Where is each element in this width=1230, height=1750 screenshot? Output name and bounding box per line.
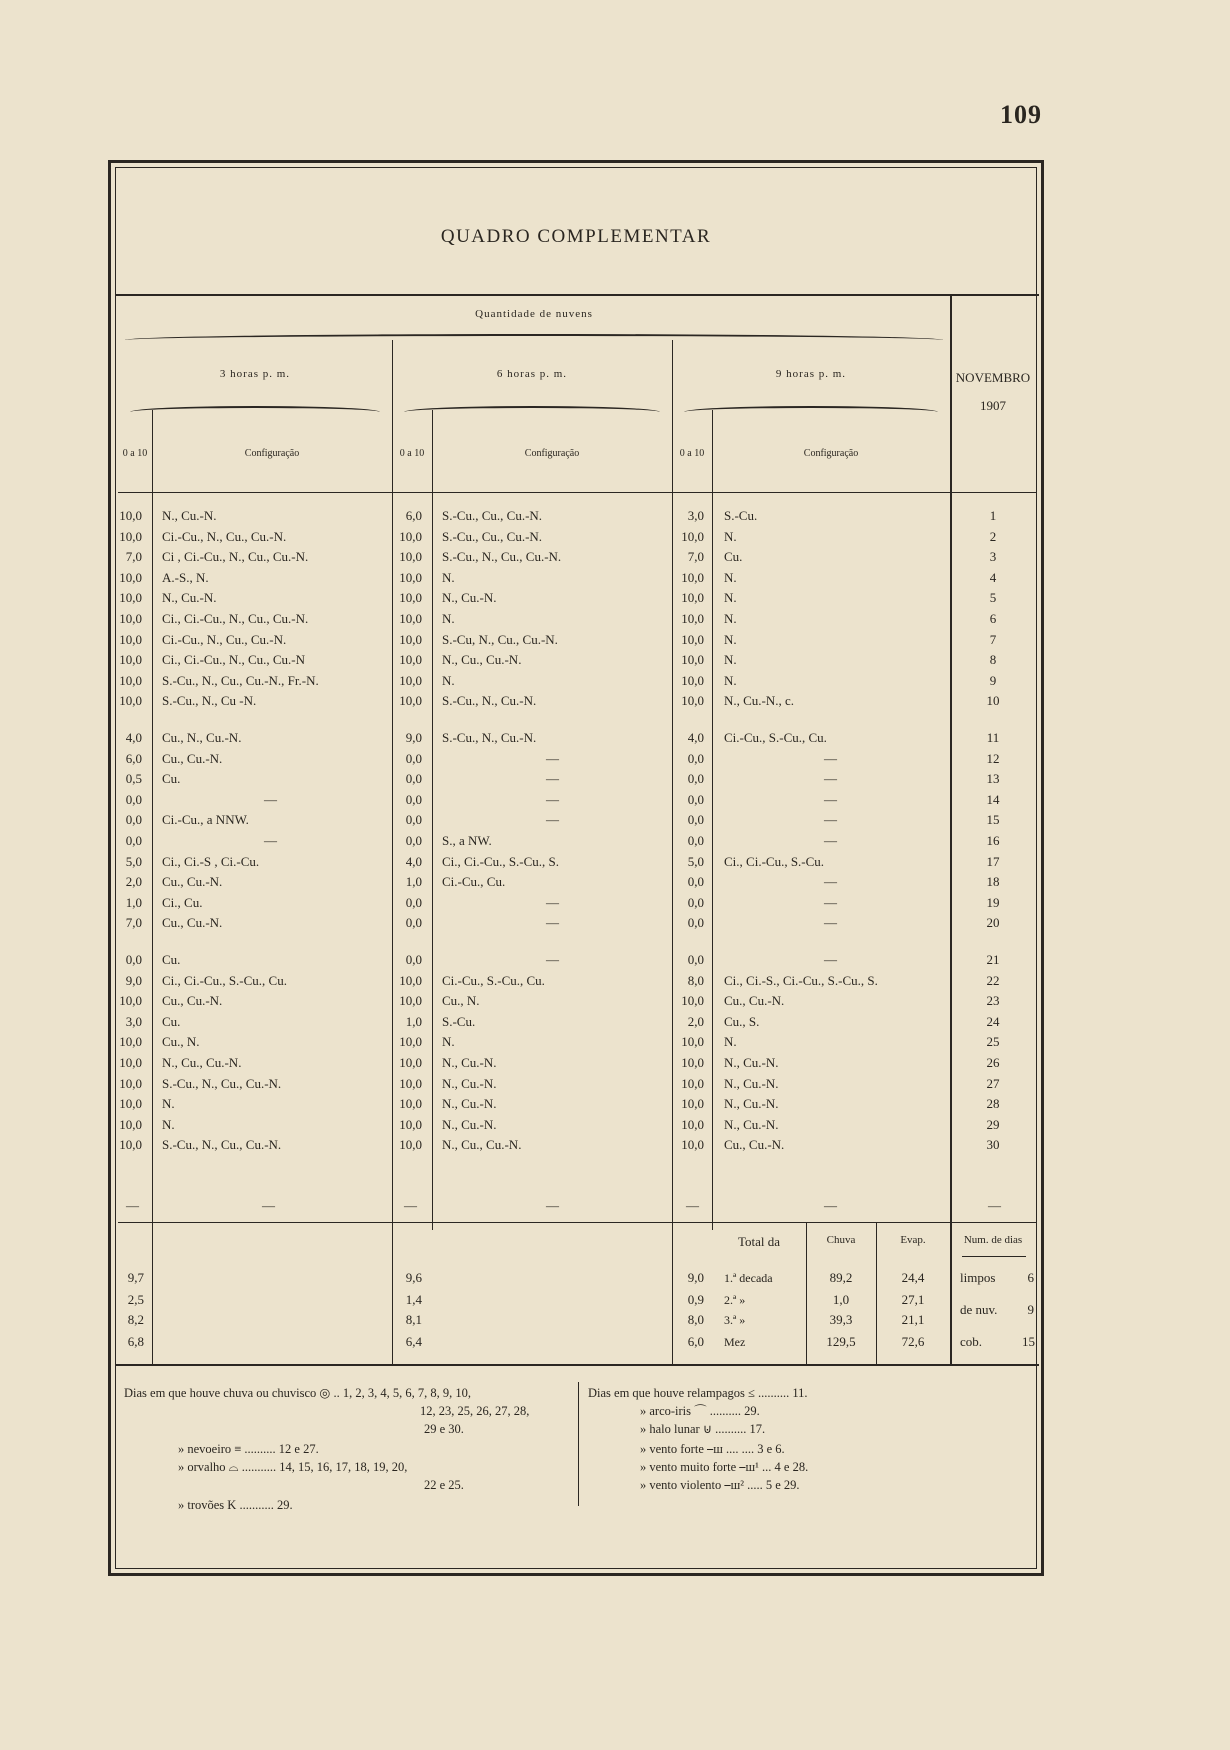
row-20-3h-value: 7,0 xyxy=(125,915,142,931)
row-29-3h-value: 10,0 xyxy=(119,1116,142,1132)
row-25-6h-config: N. xyxy=(442,1034,455,1050)
row-29-6h-value: 10,0 xyxy=(399,1116,422,1132)
row-5-9h-value: 10,0 xyxy=(681,590,704,606)
row-4-3h-config: A.-S., N. xyxy=(162,569,209,585)
row-4-9h-config: N. xyxy=(724,569,737,585)
row-23-6h-config: Cu., N. xyxy=(442,993,480,1009)
summary-rain-1: 89,2 xyxy=(829,1270,853,1285)
row-28-6h-config: N., Cu.-N. xyxy=(442,1096,497,1112)
summary-evap-header: Evap. xyxy=(900,1234,926,1246)
row-28-6h-value: 10,0 xyxy=(399,1096,422,1112)
footnote-left-5: » orvalho ⌓ ........... 14, 15, 16, 17, 18, 19, 20, xyxy=(178,1460,408,1474)
footnote-right-1: Dias em que houve relampagos ≤ .......... 11. xyxy=(588,1386,808,1400)
header-year: 1907 xyxy=(980,398,1006,413)
dash-row-6h: — xyxy=(404,1198,417,1213)
row-27-3h-value: 10,0 xyxy=(119,1075,142,1091)
row-12-9h-dash: — xyxy=(824,750,837,766)
row-16-3h-dash: — xyxy=(264,833,277,848)
row-1-6h-config: S.-Cu., Cu., Cu.-N. xyxy=(442,508,543,523)
header-config-3: Configuração xyxy=(803,448,859,459)
summary-mean-6h-3: 8,1 xyxy=(405,1312,422,1327)
row-30-6h-value: 10,0 xyxy=(399,1137,422,1153)
header-config-1: Configuração xyxy=(244,448,300,459)
row-16-6h-config: S., a NW. xyxy=(442,833,492,848)
rule-summary-top xyxy=(118,1222,1036,1223)
row-24-3h-value: 3,0 xyxy=(125,1013,142,1029)
row-26-3h-value: 10,0 xyxy=(119,1055,142,1070)
summary-evap-2: 27,1 xyxy=(901,1292,925,1307)
row-16-6h-value: 0,0 xyxy=(405,833,422,848)
row-7-3h-config: Ci.-Cu., N., Cu., Cu.-N. xyxy=(162,631,287,647)
row-17-6h-config: Ci., Ci.-Cu., S.-Cu., S. xyxy=(442,853,560,869)
row-5-3h-config: N., Cu.-N. xyxy=(162,590,217,606)
row-30-day: 30 xyxy=(986,1137,1000,1153)
row-13-9h-dash: — xyxy=(824,771,837,787)
row-23-6h-value: 10,0 xyxy=(399,993,422,1009)
row-20-day: 20 xyxy=(986,915,1000,931)
row-12-6h-value: 0,0 xyxy=(405,750,422,766)
header-time-1: 3 horas p. m. xyxy=(219,368,291,380)
row-28-day: 28 xyxy=(986,1096,1000,1112)
summary-mean-6h-4: 6,4 xyxy=(405,1334,422,1349)
row-28-3h-value: 10,0 xyxy=(119,1096,142,1112)
row-17-9h-value: 5,0 xyxy=(687,853,704,869)
row-4-6h-config: N. xyxy=(442,569,455,585)
row-2-3h-config: Ci.-Cu., N., Cu., Cu.-N. xyxy=(162,528,287,544)
summary-days-value-2: 9 xyxy=(1027,1302,1034,1317)
row-5-day: 5 xyxy=(989,590,997,606)
row-11-9h-value: 4,0 xyxy=(687,730,704,745)
footnote-left-1: Dias em que houve chuva ou chuvisco ◎ .. 1, 2, 3, 4, 5, 6, 7, 8, 9, 10, xyxy=(124,1386,471,1400)
row-11-3h-value: 4,0 xyxy=(125,730,142,745)
row-13-6h-value: 0,0 xyxy=(405,771,422,787)
row-30-6h-config: N., Cu., Cu.-N. xyxy=(442,1137,522,1153)
header-config-2: Configuração xyxy=(524,448,580,459)
row-26-9h-config: N., Cu.-N. xyxy=(724,1055,779,1070)
footnote-right-6: » vento violento ⎯ш² ..... 5 e 29. xyxy=(640,1478,800,1492)
row-5-9h-config: N. xyxy=(724,590,737,606)
row-29-3h-config: N. xyxy=(162,1116,175,1132)
row-10-9h-value: 10,0 xyxy=(681,693,704,709)
rule-header-bottom xyxy=(118,492,1036,493)
dash-row-6h-config: — xyxy=(546,1198,559,1213)
row-30-9h-value: 10,0 xyxy=(681,1137,704,1153)
row-5-6h-config: N., Cu.-N. xyxy=(442,590,497,606)
row-25-3h-value: 10,0 xyxy=(119,1034,142,1050)
row-22-day: 22 xyxy=(986,972,1000,988)
row-27-9h-config: N., Cu.-N. xyxy=(724,1075,779,1091)
row-10-3h-value: 10,0 xyxy=(119,693,142,709)
summary-period-2: 2.ª » xyxy=(724,1293,746,1307)
row-2-9h-value: 10,0 xyxy=(681,528,704,544)
row-15-6h-value: 0,0 xyxy=(405,812,422,828)
row-15-9h-value: 0,0 xyxy=(687,812,704,828)
header-time-2: 6 horas p. m. xyxy=(496,368,568,380)
row-1-9h-value: 3,0 xyxy=(687,508,704,523)
row-26-6h-config: N., Cu.-N. xyxy=(442,1055,497,1070)
row-4-9h-value: 10,0 xyxy=(681,569,704,585)
row-3-9h-config: Cu. xyxy=(724,549,743,565)
row-13-day: 13 xyxy=(986,771,1000,787)
row-19-day: 19 xyxy=(986,894,1000,910)
row-3-6h-config: S.-Cu., N., Cu., Cu.-N. xyxy=(442,549,562,565)
row-11-9h-config: Ci.-Cu., S.-Cu., Cu. xyxy=(724,730,827,745)
row-21-6h-dash: — xyxy=(546,952,559,967)
row-13-3h-value: 0,5 xyxy=(125,771,142,787)
footnote-left-7: » trovões K ........... 29. xyxy=(178,1498,293,1512)
footnote-right-4: » vento forte ⎯ш .... .... 3 e 6. xyxy=(640,1442,785,1456)
row-19-6h-value: 0,0 xyxy=(405,894,422,910)
row-25-9h-config: N. xyxy=(724,1034,737,1050)
row-21-9h-dash: — xyxy=(824,952,837,967)
row-16-day: 16 xyxy=(986,833,1000,848)
row-14-3h-value: 0,0 xyxy=(125,791,142,807)
row-22-6h-value: 10,0 xyxy=(399,972,422,988)
row-10-6h-config: S.-Cu., N., Cu.-N. xyxy=(442,693,537,709)
summary-mean-3h-3: 8,2 xyxy=(127,1312,144,1327)
summary-days-value-1: 6 xyxy=(1027,1270,1034,1285)
row-1-6h-value: 6,0 xyxy=(405,508,422,523)
rule-footnote-top xyxy=(115,1364,1039,1366)
row-9-3h-config: S.-Cu., N., Cu., Cu.-N., Fr.-N. xyxy=(162,672,319,688)
rule-title-bottom xyxy=(115,294,1039,296)
row-6-day: 6 xyxy=(989,611,997,626)
row-15-6h-dash: — xyxy=(546,812,559,828)
row-10-3h-config: S.-Cu., N., Cu -N. xyxy=(162,693,257,709)
summary-mean-3h-4: 6,8 xyxy=(127,1334,144,1349)
row-1-day: 1 xyxy=(989,508,997,523)
summary-rain-2: 1,0 xyxy=(832,1292,850,1307)
row-5-6h-value: 10,0 xyxy=(399,590,422,606)
row-24-9h-value: 2,0 xyxy=(687,1013,704,1029)
row-2-day: 2 xyxy=(989,528,997,544)
row-18-3h-value: 2,0 xyxy=(125,874,142,890)
row-19-3h-config: Ci., Cu. xyxy=(162,894,203,910)
row-21-3h-value: 0,0 xyxy=(125,952,142,967)
row-17-day: 17 xyxy=(986,853,1000,869)
row-11-day: 11 xyxy=(986,730,1000,745)
row-12-9h-value: 0,0 xyxy=(687,750,704,766)
row-16-9h-value: 0,0 xyxy=(687,833,704,848)
dash-row-3h: — xyxy=(126,1198,139,1213)
summary-total-header: Total da xyxy=(737,1234,781,1249)
row-14-9h-value: 0,0 xyxy=(687,791,704,807)
summary-evap-4: 72,6 xyxy=(901,1334,925,1349)
row-9-6h-config: N. xyxy=(442,672,455,688)
row-22-6h-config: Ci.-Cu., S.-Cu., Cu. xyxy=(442,972,545,988)
row-20-6h-value: 0,0 xyxy=(405,915,422,931)
dash-row-day: — xyxy=(988,1198,1001,1213)
summary-mean-6h-2: 1,4 xyxy=(405,1292,422,1307)
row-13-6h-dash: — xyxy=(546,771,559,787)
row-6-6h-config: N. xyxy=(442,611,455,626)
row-14-9h-dash: — xyxy=(824,791,837,807)
row-4-day: 4 xyxy=(989,569,997,585)
row-16-9h-dash: — xyxy=(824,833,837,848)
header-time-3: 9 horas p. m. xyxy=(775,368,847,380)
row-26-day: 26 xyxy=(986,1055,1000,1070)
row-29-day: 29 xyxy=(986,1116,1000,1132)
row-22-3h-value: 9,0 xyxy=(125,972,142,988)
row-14-6h-value: 0,0 xyxy=(405,791,422,807)
row-25-9h-value: 10,0 xyxy=(681,1034,704,1050)
row-3-6h-value: 10,0 xyxy=(399,549,422,565)
row-22-9h-config: Ci., Ci.-S., Ci.-Cu., S.-Cu., S. xyxy=(724,972,878,988)
row-9-day: 9 xyxy=(989,672,997,688)
row-15-9h-dash: — xyxy=(824,812,837,828)
summary-rain-header: Chuva xyxy=(826,1234,856,1246)
row-23-9h-config: Cu., Cu.-N. xyxy=(724,993,785,1009)
row-22-9h-value: 8,0 xyxy=(687,972,704,988)
row-10-6h-value: 10,0 xyxy=(399,693,422,709)
row-7-day: 7 xyxy=(989,631,997,647)
row-6-9h-config: N. xyxy=(724,611,737,626)
row-2-6h-config: S.-Cu., Cu., Cu.-N. xyxy=(442,528,543,544)
summary-mean-9h-3: 8,0 xyxy=(687,1312,704,1327)
row-29-6h-config: N., Cu.-N. xyxy=(442,1116,497,1132)
summary-mean-3h-1: 9,7 xyxy=(127,1270,144,1285)
row-27-6h-value: 10,0 xyxy=(399,1075,422,1091)
row-16-3h-value: 0,0 xyxy=(125,833,142,848)
row-11-6h-value: 9,0 xyxy=(405,730,422,745)
row-8-day: 8 xyxy=(989,652,997,668)
row-24-6h-config: S.-Cu. xyxy=(442,1013,476,1029)
row-27-day: 27 xyxy=(986,1075,1000,1091)
header-scale-1: 0 a 10 xyxy=(122,448,148,459)
summary-days-underline xyxy=(962,1256,1026,1257)
row-14-3h-dash: — xyxy=(264,791,277,807)
summary-mean-3h-2: 2,5 xyxy=(127,1292,144,1307)
row-29-9h-config: N., Cu.-N. xyxy=(724,1116,779,1132)
row-23-9h-value: 10,0 xyxy=(681,993,704,1009)
row-8-9h-value: 10,0 xyxy=(681,652,704,668)
row-13-9h-value: 0,0 xyxy=(687,771,704,787)
row-30-3h-value: 10,0 xyxy=(119,1137,142,1153)
row-1-9h-config: S.-Cu. xyxy=(724,508,758,523)
row-14-6h-dash: — xyxy=(546,791,559,807)
row-9-9h-config: N. xyxy=(724,672,737,688)
row-19-3h-value: 1,0 xyxy=(125,894,142,910)
footnote-left-4: » nevoeiro ≡ .......... 12 e 27. xyxy=(178,1442,319,1456)
header-group: Quantidade de nuvens xyxy=(475,308,593,320)
row-7-9h-value: 10,0 xyxy=(681,631,704,647)
summary-mean-9h-4: 6,0 xyxy=(687,1334,704,1349)
dash-row-9h: — xyxy=(686,1198,699,1213)
row-8-3h-config: Ci., Ci.-Cu., N., Cu., Cu.-N xyxy=(162,652,306,668)
row-15-3h-value: 0,0 xyxy=(125,812,142,828)
row-9-3h-value: 10,0 xyxy=(119,672,142,688)
row-22-3h-config: Ci., Ci.-Cu., S.-Cu., Cu. xyxy=(162,972,287,988)
row-21-3h-config: Cu. xyxy=(162,952,181,967)
summary-evap-1: 24,4 xyxy=(901,1270,925,1285)
page-number: 109 xyxy=(1000,100,1042,129)
row-21-6h-value: 0,0 xyxy=(405,952,422,967)
row-15-3h-config: Ci.-Cu., a NNW. xyxy=(162,812,249,828)
row-12-day: 12 xyxy=(986,750,1000,766)
summary-mean-9h-2: 0,9 xyxy=(687,1292,704,1307)
rule-col-6h xyxy=(392,340,393,1364)
row-28-3h-config: N. xyxy=(162,1096,175,1112)
footnote-right-3: » halo lunar ⊍ .......... 17. xyxy=(640,1422,766,1436)
row-21-9h-value: 0,0 xyxy=(687,952,704,967)
row-18-6h-value: 1,0 xyxy=(405,874,422,890)
row-1-3h-config: N., Cu.-N. xyxy=(162,508,217,523)
summary-mean-6h-1: 9,6 xyxy=(405,1270,422,1285)
row-9-6h-value: 10,0 xyxy=(399,672,422,688)
rule-sub-3h xyxy=(152,410,153,1364)
summary-period-3: 3.ª » xyxy=(724,1313,746,1327)
row-9-9h-value: 10,0 xyxy=(681,672,704,688)
row-8-6h-config: N., Cu., Cu.-N. xyxy=(442,652,522,668)
row-6-6h-value: 10,0 xyxy=(399,611,422,626)
row-12-3h-value: 6,0 xyxy=(125,750,142,766)
row-8-3h-value: 10,0 xyxy=(119,652,142,668)
row-6-9h-value: 10,0 xyxy=(681,611,704,626)
row-28-9h-config: N., Cu.-N. xyxy=(724,1096,779,1112)
row-10-day: 10 xyxy=(986,693,1000,709)
row-18-9h-dash: — xyxy=(824,874,837,890)
row-25-3h-config: Cu., N. xyxy=(162,1034,200,1050)
row-26-3h-config: N., Cu., Cu.-N. xyxy=(162,1055,242,1070)
row-28-9h-value: 10,0 xyxy=(681,1096,704,1112)
row-18-9h-value: 0,0 xyxy=(687,874,704,890)
row-6-3h-config: Ci., Ci.-Cu., N., Cu., Cu.-N. xyxy=(162,611,309,626)
summary-days-header: Num. de dias xyxy=(963,1234,1023,1246)
row-30-9h-config: Cu., Cu.-N. xyxy=(724,1137,785,1153)
row-7-9h-config: N. xyxy=(724,631,737,647)
dash-row-9h-config: — xyxy=(824,1198,837,1213)
footnote-left-2: 12, 23, 25, 26, 27, 28, xyxy=(420,1404,530,1418)
row-11-3h-config: Cu., N., Cu.-N. xyxy=(162,730,242,745)
row-25-day: 25 xyxy=(986,1034,1000,1050)
row-19-9h-dash: — xyxy=(824,894,837,910)
row-11-6h-config: S.-Cu., N., Cu.-N. xyxy=(442,730,537,745)
summary-rain-4: 129,5 xyxy=(826,1334,856,1349)
rule-footnote-mid xyxy=(578,1382,579,1506)
summary-period-4: Mez xyxy=(724,1335,746,1349)
row-4-3h-value: 10,0 xyxy=(119,569,142,585)
summary-days-label-2: de nuv. xyxy=(960,1302,998,1317)
row-8-9h-config: N. xyxy=(724,652,737,668)
row-2-6h-value: 10,0 xyxy=(399,528,422,544)
row-24-3h-config: Cu. xyxy=(162,1013,181,1029)
header-time-brace-1 xyxy=(130,406,380,412)
summary-days-value-3: 15 xyxy=(1022,1334,1035,1349)
row-17-6h-value: 4,0 xyxy=(405,853,422,869)
row-20-3h-config: Cu., Cu.-N. xyxy=(162,915,223,931)
summary-days-label-3: cob. xyxy=(960,1334,983,1349)
row-20-9h-dash: — xyxy=(824,915,837,931)
footnote-right-2: » arco-iris ⌒ .......... 29. xyxy=(640,1404,760,1418)
footnote-left-6: 22 e 25. xyxy=(424,1478,464,1492)
rule-sub-9h xyxy=(712,410,713,1230)
row-15-day: 15 xyxy=(986,812,1000,828)
row-26-6h-value: 10,0 xyxy=(399,1055,422,1070)
header-scale-3: 0 a 10 xyxy=(679,448,705,459)
dash-row-3h-config: — xyxy=(262,1198,275,1213)
row-5-3h-value: 10,0 xyxy=(119,590,142,606)
summary-period-1: 1.ª decada xyxy=(724,1271,773,1285)
quadro-title: QUADRO COMPLEMENTAR xyxy=(440,226,712,247)
row-20-9h-value: 0,0 xyxy=(687,915,704,931)
row-27-9h-value: 10,0 xyxy=(681,1075,704,1091)
header-time-brace-2 xyxy=(404,406,660,412)
header-group-brace xyxy=(125,334,943,340)
row-18-6h-config: Ci.-Cu., Cu. xyxy=(442,874,506,890)
row-20-6h-dash: — xyxy=(546,915,559,931)
rule-col-9h xyxy=(672,340,673,1364)
header-scale-2: 0 a 10 xyxy=(399,448,425,459)
row-6-3h-value: 10,0 xyxy=(119,611,142,626)
row-23-day: 23 xyxy=(986,993,1000,1009)
row-23-3h-value: 10,0 xyxy=(119,993,142,1009)
row-10-9h-config: N., Cu.-N., c. xyxy=(724,693,795,709)
row-30-3h-config: S.-Cu., N., Cu., Cu.-N. xyxy=(162,1137,282,1153)
row-7-3h-value: 10,0 xyxy=(119,631,142,647)
footnote-left-3: 29 e 30. xyxy=(424,1422,464,1436)
row-3-day: 3 xyxy=(989,549,997,565)
row-13-3h-config: Cu. xyxy=(162,771,181,787)
summary-evap-3: 21,1 xyxy=(901,1312,925,1327)
row-1-3h-value: 10,0 xyxy=(119,508,142,523)
row-24-6h-value: 1,0 xyxy=(405,1013,422,1029)
summary-mean-9h-1: 9,0 xyxy=(687,1270,704,1285)
row-7-6h-config: S.-Cu, N., Cu., Cu.-N. xyxy=(442,631,558,647)
row-12-3h-config: Cu., Cu.-N. xyxy=(162,750,223,766)
row-17-9h-config: Ci., Ci.-Cu., S.-Cu. xyxy=(724,853,825,869)
row-2-3h-value: 10,0 xyxy=(119,528,142,544)
row-14-day: 14 xyxy=(986,791,1000,807)
row-12-6h-dash: — xyxy=(546,750,559,766)
row-25-6h-value: 10,0 xyxy=(399,1034,422,1050)
row-19-9h-value: 0,0 xyxy=(687,894,704,910)
row-18-day: 18 xyxy=(986,874,1000,890)
row-7-6h-value: 10,0 xyxy=(399,631,422,647)
header-time-brace-3 xyxy=(684,406,938,412)
row-2-9h-config: N. xyxy=(724,528,737,544)
row-17-3h-value: 5,0 xyxy=(125,853,142,869)
row-8-6h-value: 10,0 xyxy=(399,652,422,668)
rule-sub-6h xyxy=(432,410,433,1230)
row-26-9h-value: 10,0 xyxy=(681,1055,704,1070)
summary-days-label-1: limpos xyxy=(960,1270,996,1285)
row-24-9h-config: Cu., S. xyxy=(724,1013,760,1029)
row-3-9h-value: 7,0 xyxy=(687,549,704,565)
row-17-3h-config: Ci., Ci.-S , Ci.-Cu. xyxy=(162,853,260,869)
row-3-3h-config: Ci , Ci.-Cu., N., Cu., Cu.-N. xyxy=(162,549,309,565)
row-27-6h-config: N., Cu.-N. xyxy=(442,1075,497,1091)
footnote-right-5: » vento muito forte ⎯ш¹ ... 4 e 28. xyxy=(640,1460,809,1474)
row-23-3h-config: Cu., Cu.-N. xyxy=(162,993,223,1009)
row-27-3h-config: S.-Cu., N., Cu., Cu.-N. xyxy=(162,1075,282,1091)
row-18-3h-config: Cu., Cu.-N. xyxy=(162,874,223,890)
row-24-day: 24 xyxy=(986,1013,1000,1029)
row-21-day: 21 xyxy=(986,952,1000,967)
row-29-9h-value: 10,0 xyxy=(681,1116,704,1132)
row-19-6h-dash: — xyxy=(546,894,559,910)
row-3-3h-value: 7,0 xyxy=(125,549,142,565)
header-month: NOVEMBRO xyxy=(955,370,1031,385)
summary-rain-3: 39,3 xyxy=(829,1312,853,1327)
row-4-6h-value: 10,0 xyxy=(399,569,422,585)
